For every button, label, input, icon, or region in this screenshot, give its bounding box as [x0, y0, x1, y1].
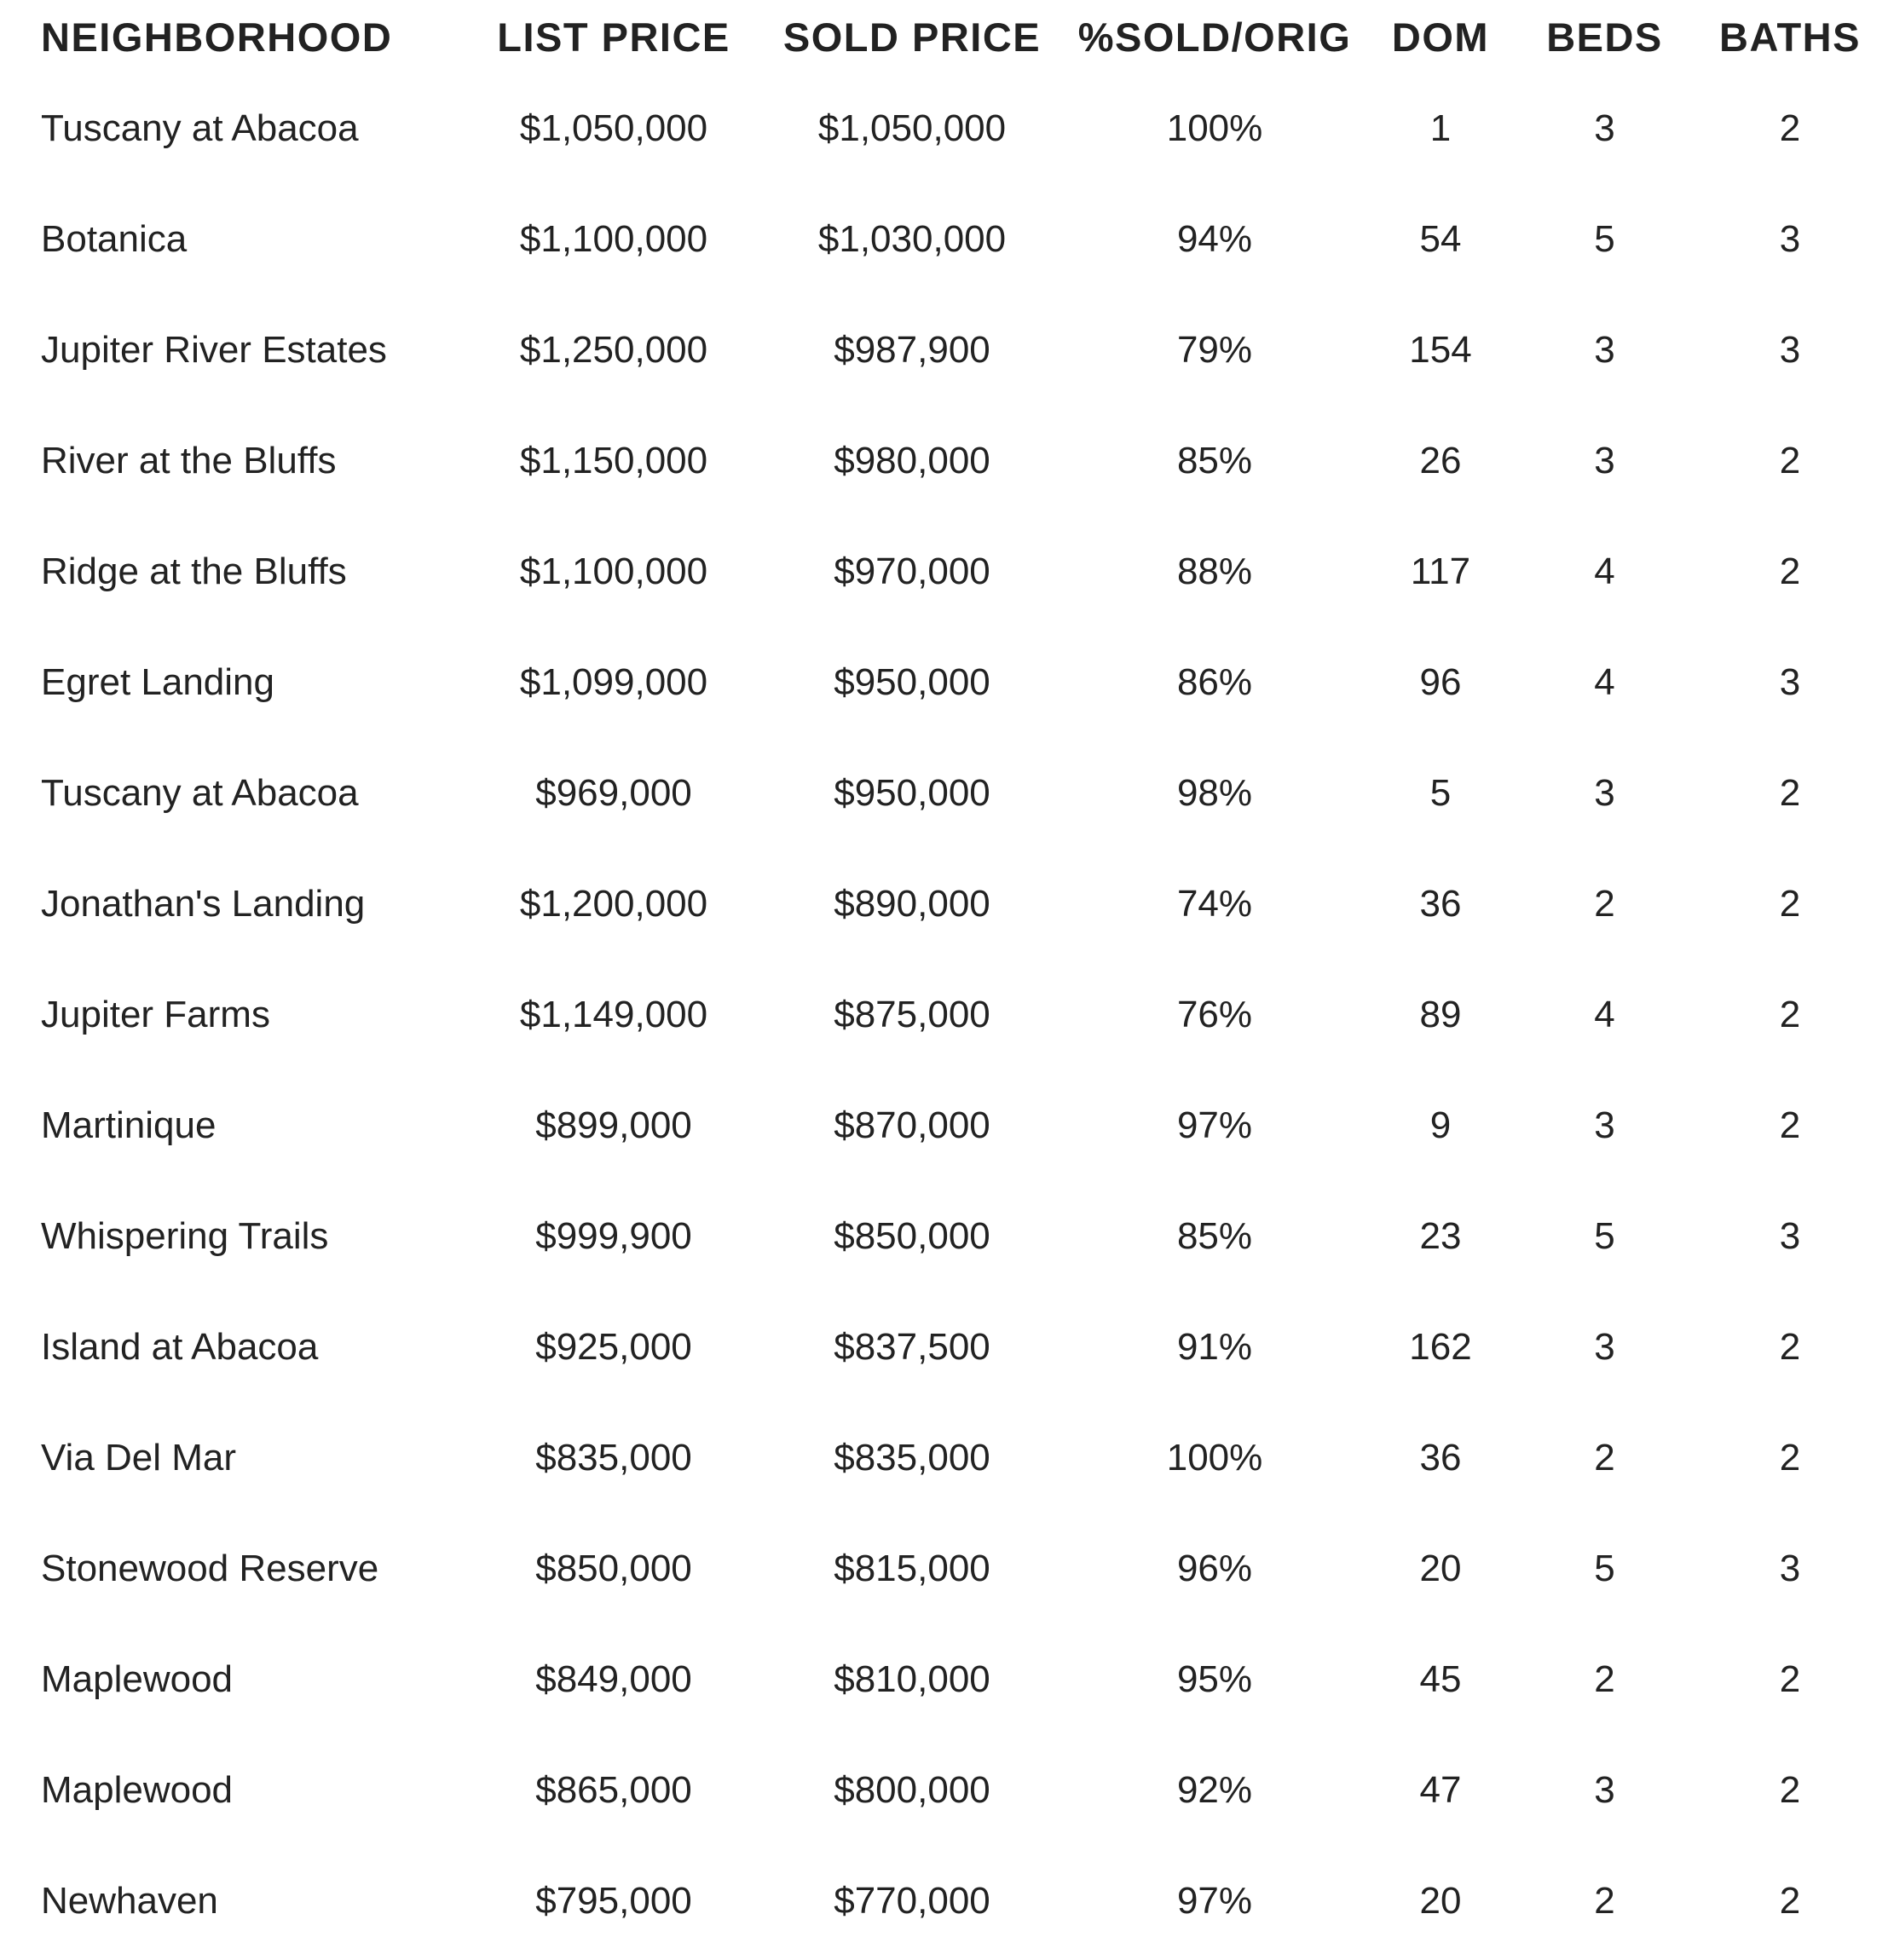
- cell-beds: 4: [1594, 994, 1615, 1035]
- cell-list-price: $969,000: [535, 772, 692, 814]
- cell-neighborhood: Island at Abacoa: [41, 1326, 319, 1368]
- cell-sold-price: $980,000: [834, 440, 990, 481]
- cell-list-price: $1,200,000: [519, 883, 708, 925]
- table-row: [0, 516, 1888, 627]
- cell-beds: 4: [1594, 661, 1615, 703]
- cell-neighborhood: Ridge at the Bluffs: [41, 551, 347, 592]
- cell-beds: 5: [1594, 218, 1615, 260]
- cell-neighborhood: River at the Bluffs: [41, 440, 337, 481]
- cell-list-price: $865,000: [535, 1769, 692, 1811]
- cell-pct-sold-orig: 100%: [1166, 107, 1263, 149]
- table-row: [0, 295, 1888, 406]
- cell-dom: 117: [1410, 551, 1471, 592]
- cell-sold-price: $837,500: [834, 1326, 990, 1368]
- cell-neighborhood: Jonathan's Landing: [41, 883, 366, 925]
- column-header-pct-sold-orig: %SOLD/ORIG: [1077, 14, 1352, 60]
- cell-dom: 23: [1419, 1215, 1462, 1257]
- cell-baths: 2: [1779, 1658, 1801, 1700]
- column-header-beds: BEDS: [1546, 14, 1663, 60]
- cell-baths: 2: [1779, 440, 1801, 481]
- cell-beds: 2: [1594, 883, 1615, 925]
- column-header-neighborhood: NEIGHBORHOOD: [41, 14, 393, 60]
- cell-neighborhood: Jupiter Farms: [41, 994, 270, 1035]
- table-row: [0, 73, 1888, 184]
- cell-sold-price: $950,000: [834, 661, 990, 703]
- cell-baths: 2: [1779, 1769, 1801, 1811]
- cell-baths: 2: [1779, 107, 1801, 149]
- cell-list-price: $1,100,000: [519, 218, 708, 260]
- cell-pct-sold-orig: 96%: [1176, 1548, 1253, 1589]
- cell-dom: 20: [1419, 1880, 1462, 1922]
- cell-sold-price: $770,000: [834, 1880, 990, 1922]
- cell-dom: 54: [1419, 218, 1462, 260]
- table-row: [0, 1070, 1888, 1181]
- table-row: [0, 1846, 1888, 1957]
- cell-sold-price: $1,030,000: [817, 218, 1007, 260]
- cell-sold-price: $1,050,000: [817, 107, 1007, 149]
- cell-dom: 89: [1419, 994, 1462, 1035]
- cell-dom: 45: [1419, 1658, 1462, 1700]
- cell-beds: 5: [1594, 1548, 1615, 1589]
- cell-pct-sold-orig: 95%: [1176, 1658, 1253, 1700]
- cell-beds: 5: [1594, 1215, 1615, 1257]
- table-row: [0, 1624, 1888, 1735]
- table-row: [0, 738, 1888, 849]
- cell-sold-price: $800,000: [834, 1769, 990, 1811]
- cell-pct-sold-orig: 74%: [1176, 883, 1253, 925]
- column-header-list-price: LIST PRICE: [497, 14, 730, 60]
- table-row: [0, 627, 1888, 738]
- cell-neighborhood: Jupiter River Estates: [41, 329, 387, 371]
- cell-list-price: $1,149,000: [519, 994, 708, 1035]
- cell-baths: 2: [1779, 1880, 1801, 1922]
- cell-list-price: $835,000: [535, 1437, 692, 1479]
- cell-sold-price: $870,000: [834, 1104, 990, 1146]
- cell-neighborhood: Stonewood Reserve: [41, 1548, 379, 1589]
- cell-beds: 3: [1594, 1104, 1615, 1146]
- cell-pct-sold-orig: 79%: [1176, 329, 1253, 371]
- cell-beds: 2: [1594, 1437, 1615, 1479]
- cell-beds: 3: [1594, 1769, 1615, 1811]
- cell-neighborhood: Newhaven: [41, 1880, 218, 1922]
- cell-baths: 3: [1779, 1548, 1801, 1589]
- cell-sold-price: $970,000: [834, 551, 990, 592]
- cell-baths: 2: [1779, 994, 1801, 1035]
- table-row: [0, 184, 1888, 295]
- cell-list-price: $849,000: [535, 1658, 692, 1700]
- cell-baths: 2: [1779, 551, 1801, 592]
- cell-sold-price: $815,000: [834, 1548, 990, 1589]
- cell-sold-price: $875,000: [834, 994, 990, 1035]
- cell-dom: 20: [1419, 1548, 1462, 1589]
- cell-pct-sold-orig: 91%: [1176, 1326, 1253, 1368]
- cell-neighborhood: Via Del Mar: [41, 1437, 237, 1479]
- cell-beds: 2: [1594, 1880, 1615, 1922]
- column-header-sold-price: SOLD PRICE: [782, 14, 1042, 60]
- cell-baths: 3: [1779, 329, 1801, 371]
- cell-dom: 36: [1419, 883, 1462, 925]
- table-row: [0, 1735, 1888, 1846]
- cell-pct-sold-orig: 100%: [1166, 1437, 1263, 1479]
- table-row: [0, 1181, 1888, 1292]
- cell-pct-sold-orig: 85%: [1176, 440, 1253, 481]
- cell-list-price: $999,900: [535, 1215, 692, 1257]
- cell-baths: 2: [1779, 1104, 1801, 1146]
- cell-beds: 3: [1594, 440, 1615, 481]
- cell-neighborhood: Whispering Trails: [41, 1215, 329, 1257]
- cell-baths: 3: [1779, 1215, 1801, 1257]
- table-row: [0, 1403, 1888, 1513]
- cell-dom: 1: [1429, 107, 1452, 149]
- cell-neighborhood: Maplewood: [41, 1769, 234, 1811]
- cell-neighborhood: Botanica: [41, 218, 188, 260]
- table-row: [0, 849, 1888, 960]
- cell-list-price: $850,000: [535, 1548, 692, 1589]
- cell-dom: 26: [1419, 440, 1462, 481]
- table-row: [0, 960, 1888, 1070]
- cell-list-price: $1,099,000: [519, 661, 708, 703]
- cell-baths: 2: [1779, 1326, 1801, 1368]
- cell-pct-sold-orig: 94%: [1176, 218, 1253, 260]
- cell-baths: 2: [1779, 772, 1801, 814]
- cell-list-price: $925,000: [535, 1326, 692, 1368]
- cell-sold-price: $950,000: [834, 772, 990, 814]
- cell-beds: 3: [1594, 107, 1615, 149]
- cell-neighborhood: Egret Landing: [41, 661, 274, 703]
- cell-pct-sold-orig: 92%: [1176, 1769, 1253, 1811]
- cell-neighborhood: Martinique: [41, 1104, 217, 1146]
- table-header-row: [0, 0, 1888, 73]
- cell-dom: 162: [1409, 1326, 1472, 1368]
- cell-list-price: $1,150,000: [519, 440, 708, 481]
- cell-beds: 2: [1594, 1658, 1615, 1700]
- cell-pct-sold-orig: 76%: [1176, 994, 1253, 1035]
- cell-dom: 154: [1409, 329, 1472, 371]
- cell-pct-sold-orig: 85%: [1176, 1215, 1253, 1257]
- cell-list-price: $1,100,000: [519, 551, 708, 592]
- cell-beds: 3: [1594, 772, 1615, 814]
- cell-dom: 47: [1419, 1769, 1462, 1811]
- cell-pct-sold-orig: 97%: [1176, 1104, 1253, 1146]
- cell-sold-price: $850,000: [834, 1215, 990, 1257]
- cell-neighborhood: Tuscany at Abacoa: [41, 107, 359, 149]
- cell-beds: 4: [1594, 551, 1615, 592]
- cell-pct-sold-orig: 98%: [1176, 772, 1253, 814]
- cell-dom: 9: [1429, 1104, 1452, 1146]
- table-row: [0, 1513, 1888, 1624]
- cell-dom: 36: [1419, 1437, 1462, 1479]
- cell-baths: 2: [1779, 883, 1801, 925]
- cell-beds: 3: [1594, 1326, 1615, 1368]
- cell-pct-sold-orig: 97%: [1176, 1880, 1253, 1922]
- cell-beds: 3: [1594, 329, 1615, 371]
- column-header-baths: BATHS: [1719, 14, 1861, 60]
- cell-sold-price: $810,000: [834, 1658, 990, 1700]
- cell-dom: 5: [1429, 772, 1452, 814]
- cell-list-price: $795,000: [535, 1880, 692, 1922]
- cell-baths: 3: [1779, 218, 1801, 260]
- cell-sold-price: $890,000: [834, 883, 990, 925]
- column-header-dom: DOM: [1391, 14, 1490, 60]
- cell-baths: 3: [1779, 661, 1801, 703]
- table-row: [0, 1292, 1888, 1403]
- cell-sold-price: $987,900: [834, 329, 990, 371]
- cell-sold-price: $835,000: [834, 1437, 990, 1479]
- cell-list-price: $1,050,000: [519, 107, 708, 149]
- cell-pct-sold-orig: 88%: [1176, 551, 1253, 592]
- cell-list-price: $1,250,000: [519, 329, 708, 371]
- cell-neighborhood: Maplewood: [41, 1658, 234, 1700]
- table-row: [0, 406, 1888, 516]
- cell-pct-sold-orig: 86%: [1176, 661, 1253, 703]
- cell-list-price: $899,000: [535, 1104, 692, 1146]
- cell-dom: 96: [1419, 661, 1462, 703]
- cell-baths: 2: [1779, 1437, 1801, 1479]
- cell-neighborhood: Tuscany at Abacoa: [41, 772, 359, 814]
